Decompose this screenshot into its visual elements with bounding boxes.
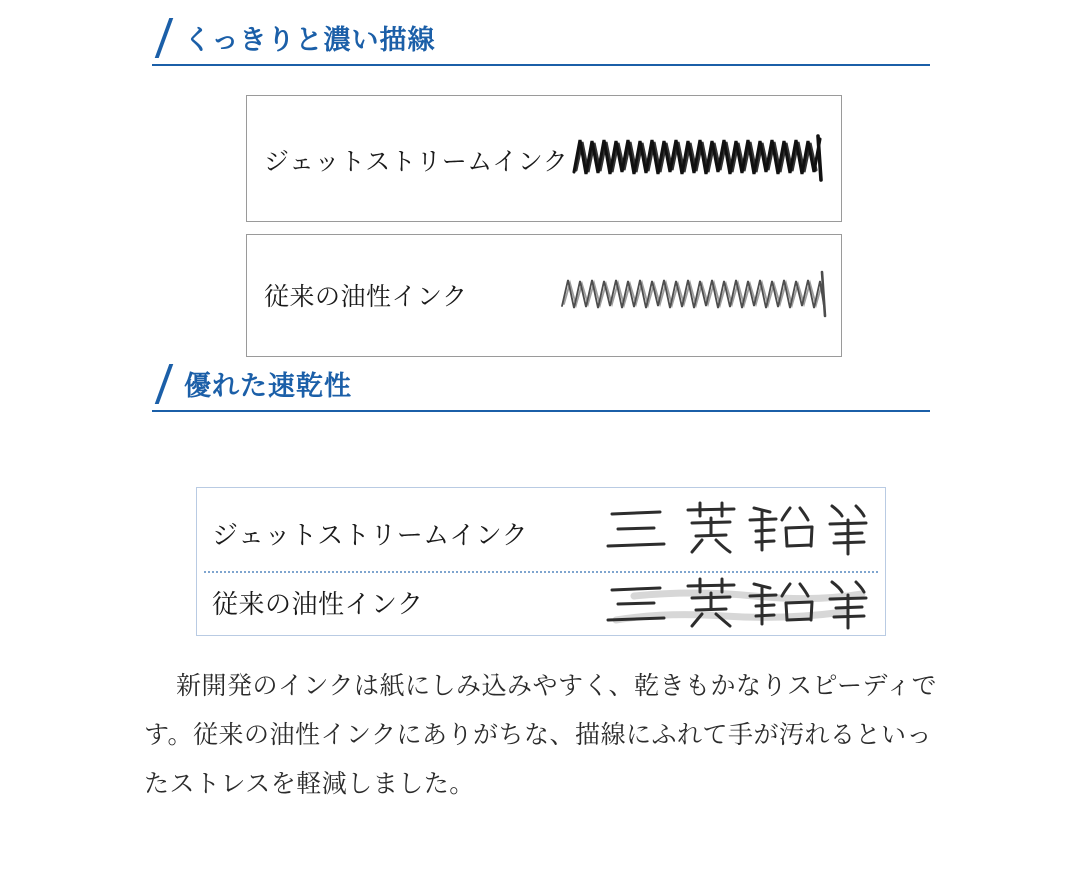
ink-scribble-dense-icon	[570, 128, 826, 190]
sample-label-jetstream: ジェットストリームインク	[264, 148, 569, 176]
handwriting-sample-smudged-icon	[604, 576, 876, 634]
handwriting-sample-clean-icon	[604, 498, 876, 560]
section-title: くっきりと濃い描線	[184, 25, 436, 55]
ink-scribble-light-icon	[556, 264, 831, 326]
section-rule	[152, 410, 930, 412]
panel-divider	[204, 571, 878, 573]
body-paragraph: 新開発のインクは紙にしみ込みやすく、乾きもかなりスピーディです。従来の油性インクにありがちな、描線にふれて手が汚れるといったストレスを軽減しました。	[144, 672, 938, 798]
dry-label-jetstream: ジェットストリームインク	[212, 520, 529, 550]
section-rule	[152, 64, 930, 66]
section-title: 優れた速乾性	[184, 371, 352, 401]
slash-mark-icon	[150, 362, 184, 402]
section-heading-sharp-dark-lines	[150, 16, 435, 56]
dry-label-conventional: 従来の油性インク	[212, 589, 424, 619]
sample-label-conventional: 従来の油性インク	[264, 283, 468, 311]
slash-mark-icon	[150, 16, 184, 56]
section-heading-fast-drying	[150, 362, 352, 402]
